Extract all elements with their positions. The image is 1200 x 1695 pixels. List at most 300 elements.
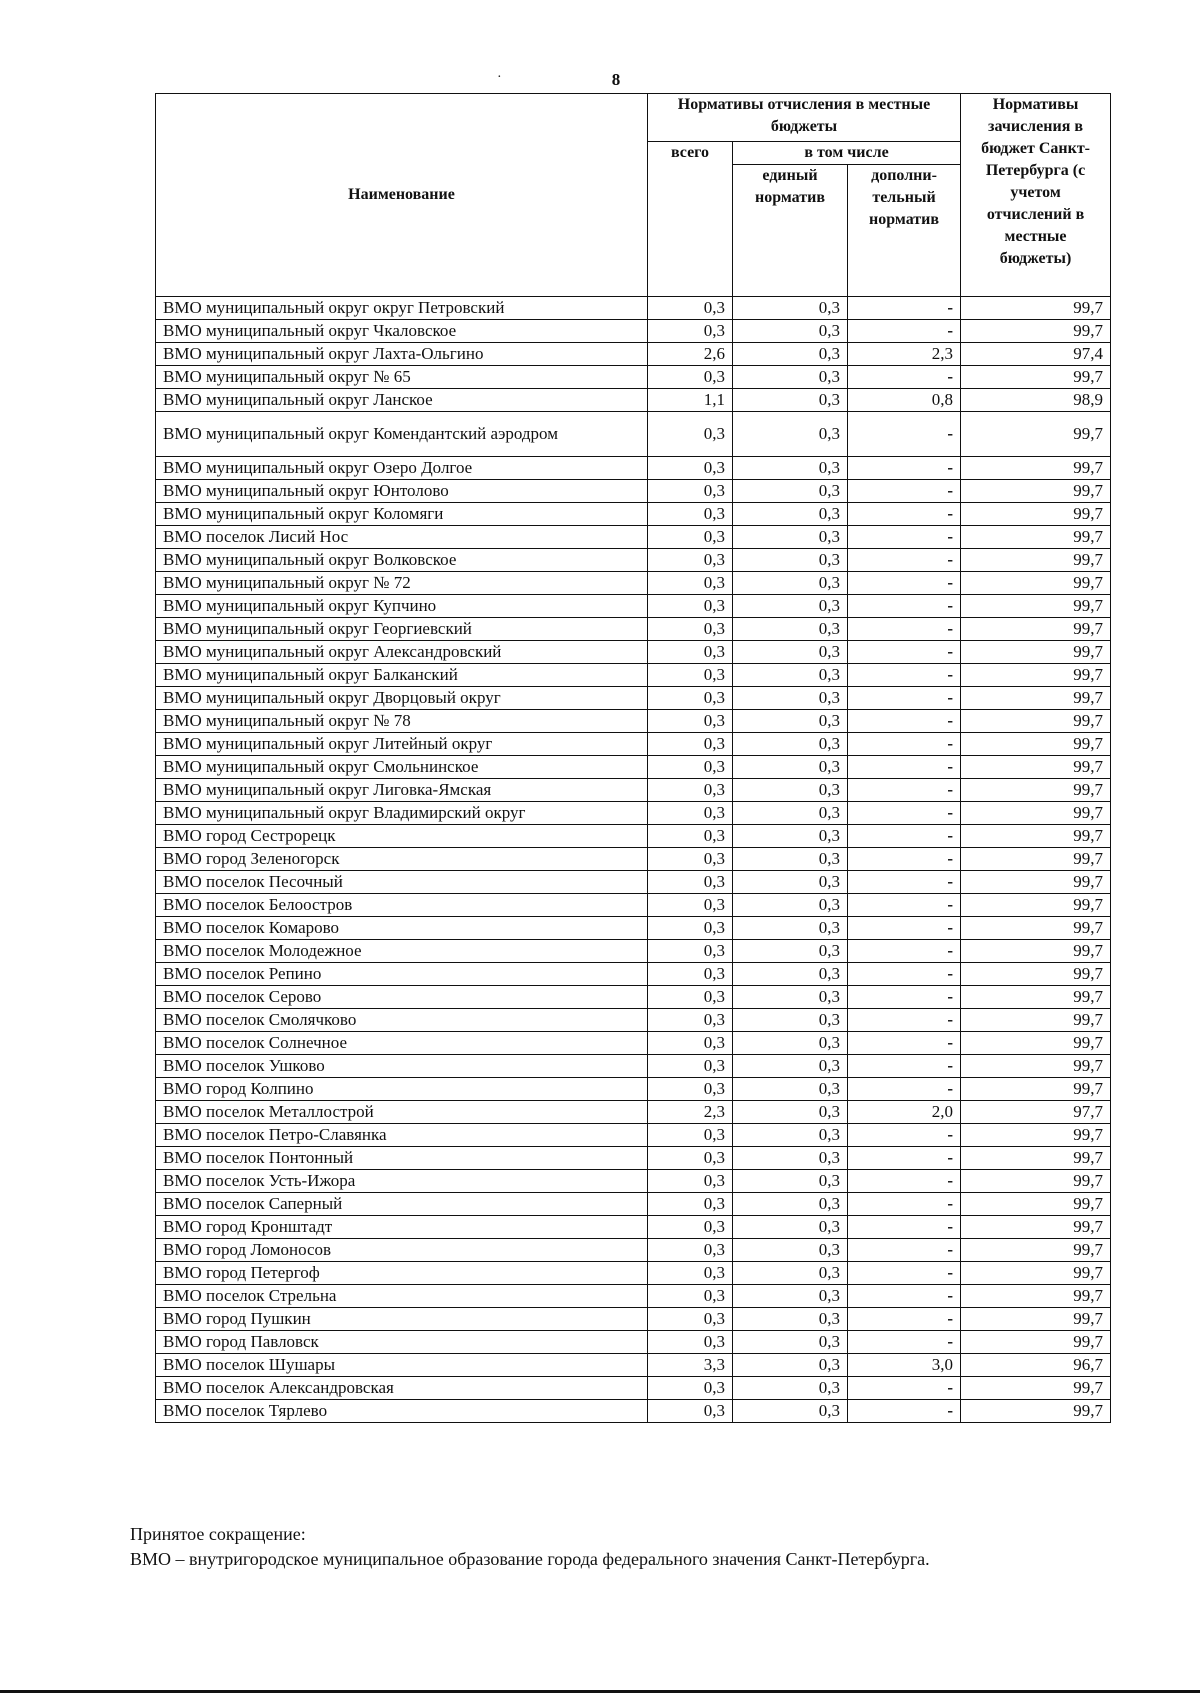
cell-unified: 0,3 <box>733 986 848 1009</box>
cell-total: 0,3 <box>648 779 733 802</box>
cell-total: 0,3 <box>648 320 733 343</box>
cell-name: ВМО город Сестрорецк <box>156 825 648 848</box>
cell-spb: 99,7 <box>961 618 1111 641</box>
cell-spb: 99,7 <box>961 986 1111 1009</box>
cell-name: ВМО город Зеленогорск <box>156 848 648 871</box>
cell-spb: 99,7 <box>961 297 1111 320</box>
cell-spb: 99,7 <box>961 779 1111 802</box>
table-row <box>156 480 1111 503</box>
norms-table <box>155 93 1111 1423</box>
cell-name: ВМО поселок Стрельна <box>156 1285 648 1308</box>
table-row <box>156 894 1111 917</box>
cell-unified: 0,3 <box>733 1078 848 1101</box>
cell-name: ВМО поселок Шушары <box>156 1354 648 1377</box>
table-row <box>156 1377 1111 1400</box>
cell-total: 0,3 <box>648 1193 733 1216</box>
table-row <box>156 940 1111 963</box>
cell-additional: - <box>848 1078 961 1101</box>
cell-additional: - <box>848 963 961 986</box>
cell-name: ВМО муниципальный округ округ Петровский <box>156 297 648 320</box>
cell-unified: 0,3 <box>733 1400 848 1423</box>
cell-additional: - <box>848 825 961 848</box>
table-row <box>156 1078 1111 1101</box>
cell-unified: 0,3 <box>733 1124 848 1147</box>
cell-name: ВМО муниципальный округ Владимирский округ <box>156 802 648 825</box>
cell-total: 0,3 <box>648 1147 733 1170</box>
cell-additional: - <box>848 848 961 871</box>
cell-unified: 0,3 <box>733 1147 848 1170</box>
cell-unified: 0,3 <box>733 343 848 366</box>
table-row <box>156 1124 1111 1147</box>
cell-additional: - <box>848 412 961 457</box>
cell-additional: - <box>848 366 961 389</box>
table-row <box>156 687 1111 710</box>
header-total: всего <box>648 142 733 297</box>
cell-total: 0,3 <box>648 1308 733 1331</box>
cell-unified: 0,3 <box>733 1262 848 1285</box>
cell-spb: 99,7 <box>961 802 1111 825</box>
table-row <box>156 1055 1111 1078</box>
cell-unified: 0,3 <box>733 595 848 618</box>
cell-name: ВМО город Кронштадт <box>156 1216 648 1239</box>
table-row <box>156 572 1111 595</box>
cell-spb: 99,7 <box>961 1147 1111 1170</box>
cell-additional: - <box>848 1262 961 1285</box>
cell-total: 0,3 <box>648 986 733 1009</box>
cell-name: ВМО поселок Репино <box>156 963 648 986</box>
cell-spb: 99,7 <box>961 917 1111 940</box>
cell-spb: 99,7 <box>961 1262 1111 1285</box>
table-row <box>156 1101 1111 1124</box>
table-row <box>156 366 1111 389</box>
cell-total: 0,3 <box>648 1055 733 1078</box>
cell-total: 0,3 <box>648 503 733 526</box>
cell-unified: 0,3 <box>733 1101 848 1124</box>
table-row <box>156 1239 1111 1262</box>
cell-total: 0,3 <box>648 1331 733 1354</box>
table-row <box>156 1032 1111 1055</box>
table-row <box>156 457 1111 480</box>
cell-name: ВМО муниципальный округ Коломяги <box>156 503 648 526</box>
table-row <box>156 389 1111 412</box>
cell-spb: 99,7 <box>961 894 1111 917</box>
cell-additional: - <box>848 1009 961 1032</box>
cell-unified: 0,3 <box>733 641 848 664</box>
cell-spb: 99,7 <box>961 756 1111 779</box>
cell-spb: 99,7 <box>961 664 1111 687</box>
cell-spb: 99,7 <box>961 825 1111 848</box>
cell-total: 0,3 <box>648 664 733 687</box>
footnote <box>130 1522 1190 1572</box>
cell-name: ВМО муниципальный округ Александровский <box>156 641 648 664</box>
cell-spb: 99,7 <box>961 687 1111 710</box>
page-number: 8 <box>611 70 621 89</box>
cell-unified: 0,3 <box>733 1331 848 1354</box>
cell-unified: 0,3 <box>733 756 848 779</box>
cell-spb: 99,7 <box>961 1032 1111 1055</box>
table-row <box>156 1147 1111 1170</box>
table-row <box>156 664 1111 687</box>
footnote-text: ВМО – внутригородское муниципальное образование города федерального значения Санкт-Петербурга. <box>130 1549 930 1569</box>
cell-additional: - <box>848 1285 961 1308</box>
cell-spb: 99,7 <box>961 366 1111 389</box>
cell-total: 0,3 <box>648 825 733 848</box>
table-row <box>156 986 1111 1009</box>
cell-spb: 99,7 <box>961 457 1111 480</box>
cell-additional: - <box>848 480 961 503</box>
cell-name: ВМО поселок Металлострой <box>156 1101 648 1124</box>
cell-unified: 0,3 <box>733 871 848 894</box>
cell-name: ВМО муниципальный округ Литейный округ <box>156 733 648 756</box>
table-row <box>156 825 1111 848</box>
cell-total: 0,3 <box>648 871 733 894</box>
cell-total: 0,3 <box>648 940 733 963</box>
cell-spb: 99,7 <box>961 1400 1111 1423</box>
cell-additional: - <box>848 549 961 572</box>
cell-spb: 99,7 <box>961 1078 1111 1101</box>
cell-spb: 97,7 <box>961 1101 1111 1124</box>
cell-unified: 0,3 <box>733 779 848 802</box>
cell-total: 0,3 <box>648 1377 733 1400</box>
cell-name: ВМО муниципальный округ Смольнинское <box>156 756 648 779</box>
cell-name: ВМО муниципальный округ № 72 <box>156 572 648 595</box>
cell-spb: 99,7 <box>961 710 1111 733</box>
table-row <box>156 549 1111 572</box>
cell-spb: 99,7 <box>961 1239 1111 1262</box>
cell-spb: 99,7 <box>961 1170 1111 1193</box>
cell-unified: 0,3 <box>733 940 848 963</box>
cell-spb: 99,7 <box>961 595 1111 618</box>
cell-total: 0,3 <box>648 412 733 457</box>
cell-name: ВМО поселок Александровская <box>156 1377 648 1400</box>
cell-spb: 99,7 <box>961 320 1111 343</box>
cell-spb: 99,7 <box>961 412 1111 457</box>
cell-name: ВМО город Ломоносов <box>156 1239 648 1262</box>
cell-total: 0,3 <box>648 756 733 779</box>
cell-additional: - <box>848 940 961 963</box>
cell-name: ВМО поселок Белоостров <box>156 894 648 917</box>
cell-total: 0,3 <box>648 1400 733 1423</box>
cell-additional: - <box>848 595 961 618</box>
cell-name: ВМО поселок Комарово <box>156 917 648 940</box>
table-row <box>156 1262 1111 1285</box>
cell-unified: 0,3 <box>733 1308 848 1331</box>
table-row <box>156 1009 1111 1032</box>
cell-spb: 99,7 <box>961 1055 1111 1078</box>
header-name: Наименование <box>156 94 648 297</box>
table-row <box>156 1331 1111 1354</box>
cell-total: 0,3 <box>648 1032 733 1055</box>
table-row <box>156 1285 1111 1308</box>
table-row <box>156 1170 1111 1193</box>
table-row <box>156 917 1111 940</box>
cell-unified: 0,3 <box>733 1032 848 1055</box>
cell-additional: - <box>848 641 961 664</box>
cell-unified: 0,3 <box>733 503 848 526</box>
cell-additional: - <box>848 1147 961 1170</box>
cell-additional: - <box>848 986 961 1009</box>
cell-name: ВМО поселок Усть-Ижора <box>156 1170 648 1193</box>
cell-spb: 99,7 <box>961 503 1111 526</box>
cell-total: 0,3 <box>648 1262 733 1285</box>
table-row <box>156 1216 1111 1239</box>
table-row <box>156 320 1111 343</box>
cell-spb: 97,4 <box>961 343 1111 366</box>
cell-spb: 99,7 <box>961 963 1111 986</box>
table-row <box>156 963 1111 986</box>
cell-name: ВМО поселок Ушково <box>156 1055 648 1078</box>
cell-total: 0,3 <box>648 641 733 664</box>
cell-additional: - <box>848 1193 961 1216</box>
cell-additional: - <box>848 1032 961 1055</box>
cell-name: ВМО муниципальный округ Чкаловское <box>156 320 648 343</box>
cell-name: ВМО муниципальный округ Ланское <box>156 389 648 412</box>
cell-additional: - <box>848 526 961 549</box>
header-unified: единый норматив <box>733 165 848 297</box>
cell-total: 0,3 <box>648 1216 733 1239</box>
table-row <box>156 526 1111 549</box>
cell-name: ВМО поселок Серово <box>156 986 648 1009</box>
header-including: в том числе <box>733 142 961 165</box>
cell-total: 0,3 <box>648 710 733 733</box>
cell-additional: - <box>848 1239 961 1262</box>
page-dot: · <box>497 70 502 85</box>
cell-spb: 99,7 <box>961 1285 1111 1308</box>
cell-unified: 0,3 <box>733 894 848 917</box>
cell-name: ВМО муниципальный округ № 65 <box>156 366 648 389</box>
cell-total: 0,3 <box>648 917 733 940</box>
cell-unified: 0,3 <box>733 412 848 457</box>
table-row <box>156 641 1111 664</box>
cell-total: 0,3 <box>648 297 733 320</box>
cell-unified: 0,3 <box>733 917 848 940</box>
cell-spb: 99,7 <box>961 526 1111 549</box>
cell-unified: 0,3 <box>733 389 848 412</box>
cell-additional: - <box>848 756 961 779</box>
cell-additional: - <box>848 1400 961 1423</box>
cell-additional: - <box>848 320 961 343</box>
cell-spb: 99,7 <box>961 940 1111 963</box>
cell-unified: 0,3 <box>733 618 848 641</box>
cell-additional: - <box>848 1331 961 1354</box>
cell-spb: 99,7 <box>961 480 1111 503</box>
cell-name: ВМО муниципальный округ № 78 <box>156 710 648 733</box>
table-row <box>156 595 1111 618</box>
cell-additional: - <box>848 664 961 687</box>
cell-additional: - <box>848 733 961 756</box>
cell-additional: - <box>848 917 961 940</box>
cell-spb: 99,7 <box>961 1124 1111 1147</box>
cell-total: 0,3 <box>648 802 733 825</box>
cell-spb: 99,7 <box>961 1193 1111 1216</box>
cell-unified: 0,3 <box>733 848 848 871</box>
table-row <box>156 848 1111 871</box>
footnote-title: Принятое сокращение: <box>130 1524 306 1544</box>
cell-total: 0,3 <box>648 480 733 503</box>
cell-name: ВМО поселок Понтонный <box>156 1147 648 1170</box>
cell-spb: 99,7 <box>961 1216 1111 1239</box>
cell-name: ВМО муниципальный округ Дворцовый округ <box>156 687 648 710</box>
cell-name: ВМО поселок Смолячково <box>156 1009 648 1032</box>
cell-additional: - <box>848 572 961 595</box>
cell-name: ВМО поселок Тярлево <box>156 1400 648 1423</box>
cell-spb: 99,7 <box>961 641 1111 664</box>
cell-name: ВМО муниципальный округ Лахта-Ольгино <box>156 343 648 366</box>
cell-total: 0,3 <box>648 457 733 480</box>
cell-additional: 2,3 <box>848 343 961 366</box>
cell-name: ВМО поселок Петро-Славянка <box>156 1124 648 1147</box>
header-additional: дополни- тельный норматив <box>848 165 961 297</box>
cell-unified: 0,3 <box>733 480 848 503</box>
cell-unified: 0,3 <box>733 1009 848 1032</box>
table-row <box>156 710 1111 733</box>
table-row <box>156 871 1111 894</box>
bottom-rule <box>0 1690 1200 1693</box>
cell-unified: 0,3 <box>733 825 848 848</box>
cell-total: 0,3 <box>648 549 733 572</box>
cell-additional: 3,0 <box>848 1354 961 1377</box>
cell-unified: 0,3 <box>733 1216 848 1239</box>
cell-total: 0,3 <box>648 963 733 986</box>
cell-name: ВМО поселок Солнечное <box>156 1032 648 1055</box>
cell-unified: 0,3 <box>733 1170 848 1193</box>
cell-unified: 0,3 <box>733 366 848 389</box>
cell-unified: 0,3 <box>733 549 848 572</box>
cell-spb: 99,7 <box>961 848 1111 871</box>
cell-total: 0,3 <box>648 1078 733 1101</box>
cell-name: ВМО город Пушкин <box>156 1308 648 1331</box>
cell-spb: 99,7 <box>961 1009 1111 1032</box>
cell-unified: 0,3 <box>733 297 848 320</box>
cell-additional: 0,8 <box>848 389 961 412</box>
cell-name: ВМО поселок Песочный <box>156 871 648 894</box>
cell-additional: - <box>848 1124 961 1147</box>
table-body <box>156 297 1111 1423</box>
cell-spb: 99,7 <box>961 1331 1111 1354</box>
cell-spb: 98,9 <box>961 389 1111 412</box>
cell-unified: 0,3 <box>733 572 848 595</box>
cell-spb: 96,7 <box>961 1354 1111 1377</box>
cell-additional: - <box>848 297 961 320</box>
cell-spb: 99,7 <box>961 1377 1111 1400</box>
table-row <box>156 1308 1111 1331</box>
cell-total: 0,3 <box>648 848 733 871</box>
cell-spb: 99,7 <box>961 871 1111 894</box>
cell-additional: - <box>848 894 961 917</box>
cell-additional: - <box>848 687 961 710</box>
cell-unified: 0,3 <box>733 1055 848 1078</box>
cell-name: ВМО муниципальный округ Купчино <box>156 595 648 618</box>
cell-unified: 0,3 <box>733 664 848 687</box>
table-row <box>156 412 1111 457</box>
cell-total: 0,3 <box>648 1239 733 1262</box>
cell-name: ВМО город Петергоф <box>156 1262 648 1285</box>
cell-unified: 0,3 <box>733 457 848 480</box>
cell-total: 0,3 <box>648 595 733 618</box>
cell-unified: 0,3 <box>733 1193 848 1216</box>
cell-spb: 99,7 <box>961 1308 1111 1331</box>
cell-name: ВМО город Павловск <box>156 1331 648 1354</box>
cell-total: 0,3 <box>648 618 733 641</box>
table-row <box>156 1354 1111 1377</box>
cell-name: ВМО поселок Лисий Нос <box>156 526 648 549</box>
cell-total: 0,3 <box>648 733 733 756</box>
cell-name: ВМО муниципальный округ Георгиевский <box>156 618 648 641</box>
cell-unified: 0,3 <box>733 733 848 756</box>
table-row <box>156 343 1111 366</box>
cell-unified: 0,3 <box>733 687 848 710</box>
table-row <box>156 1193 1111 1216</box>
cell-spb: 99,7 <box>961 572 1111 595</box>
cell-name: ВМО поселок Молодежное <box>156 940 648 963</box>
cell-unified: 0,3 <box>733 320 848 343</box>
cell-total: 0,3 <box>648 366 733 389</box>
cell-spb: 99,7 <box>961 733 1111 756</box>
cell-total: 0,3 <box>648 894 733 917</box>
cell-name: ВМО город Колпино <box>156 1078 648 1101</box>
cell-name: ВМО поселок Саперный <box>156 1193 648 1216</box>
cell-total: 1,1 <box>648 389 733 412</box>
cell-additional: - <box>848 710 961 733</box>
cell-total: 2,3 <box>648 1101 733 1124</box>
cell-name: ВМО муниципальный округ Юнтолово <box>156 480 648 503</box>
cell-spb: 99,7 <box>961 549 1111 572</box>
cell-unified: 0,3 <box>733 526 848 549</box>
cell-unified: 0,3 <box>733 1377 848 1400</box>
table-row <box>156 618 1111 641</box>
cell-total: 0,3 <box>648 1285 733 1308</box>
table-row <box>156 756 1111 779</box>
table-row <box>156 297 1111 320</box>
cell-additional: 2,0 <box>848 1101 961 1124</box>
cell-additional: - <box>848 618 961 641</box>
cell-total: 0,3 <box>648 572 733 595</box>
cell-total: 0,3 <box>648 1124 733 1147</box>
cell-total: 0,3 <box>648 1170 733 1193</box>
cell-additional: - <box>848 871 961 894</box>
header-spb-budget: Нормативы зачисления в бюджет Санкт- Петербурга (с учетом отчислений в местные бюджеты) <box>961 94 1111 297</box>
cell-unified: 0,3 <box>733 802 848 825</box>
cell-unified: 0,3 <box>733 963 848 986</box>
cell-total: 2,6 <box>648 343 733 366</box>
cell-additional: - <box>848 457 961 480</box>
cell-additional: - <box>848 1170 961 1193</box>
cell-additional: - <box>848 503 961 526</box>
cell-name: ВМО муниципальный округ Волковское <box>156 549 648 572</box>
cell-additional: - <box>848 1055 961 1078</box>
table-row <box>156 1400 1111 1423</box>
cell-unified: 0,3 <box>733 1239 848 1262</box>
cell-additional: - <box>848 779 961 802</box>
cell-name: ВМО муниципальный округ Комендантский аэродром <box>156 412 648 457</box>
table-row <box>156 802 1111 825</box>
cell-additional: - <box>848 802 961 825</box>
cell-unified: 0,3 <box>733 710 848 733</box>
cell-name: ВМО муниципальный округ Озеро Долгое <box>156 457 648 480</box>
cell-unified: 0,3 <box>733 1354 848 1377</box>
table-row <box>156 503 1111 526</box>
cell-additional: - <box>848 1216 961 1239</box>
table-row <box>156 779 1111 802</box>
cell-name: ВМО муниципальный округ Балканский <box>156 664 648 687</box>
cell-unified: 0,3 <box>733 1285 848 1308</box>
cell-total: 0,3 <box>648 687 733 710</box>
cell-total: 3,3 <box>648 1354 733 1377</box>
header-local-budgets: Нормативы отчисления в местные бюджеты <box>648 94 961 142</box>
cell-additional: - <box>848 1308 961 1331</box>
cell-total: 0,3 <box>648 526 733 549</box>
cell-total: 0,3 <box>648 1009 733 1032</box>
